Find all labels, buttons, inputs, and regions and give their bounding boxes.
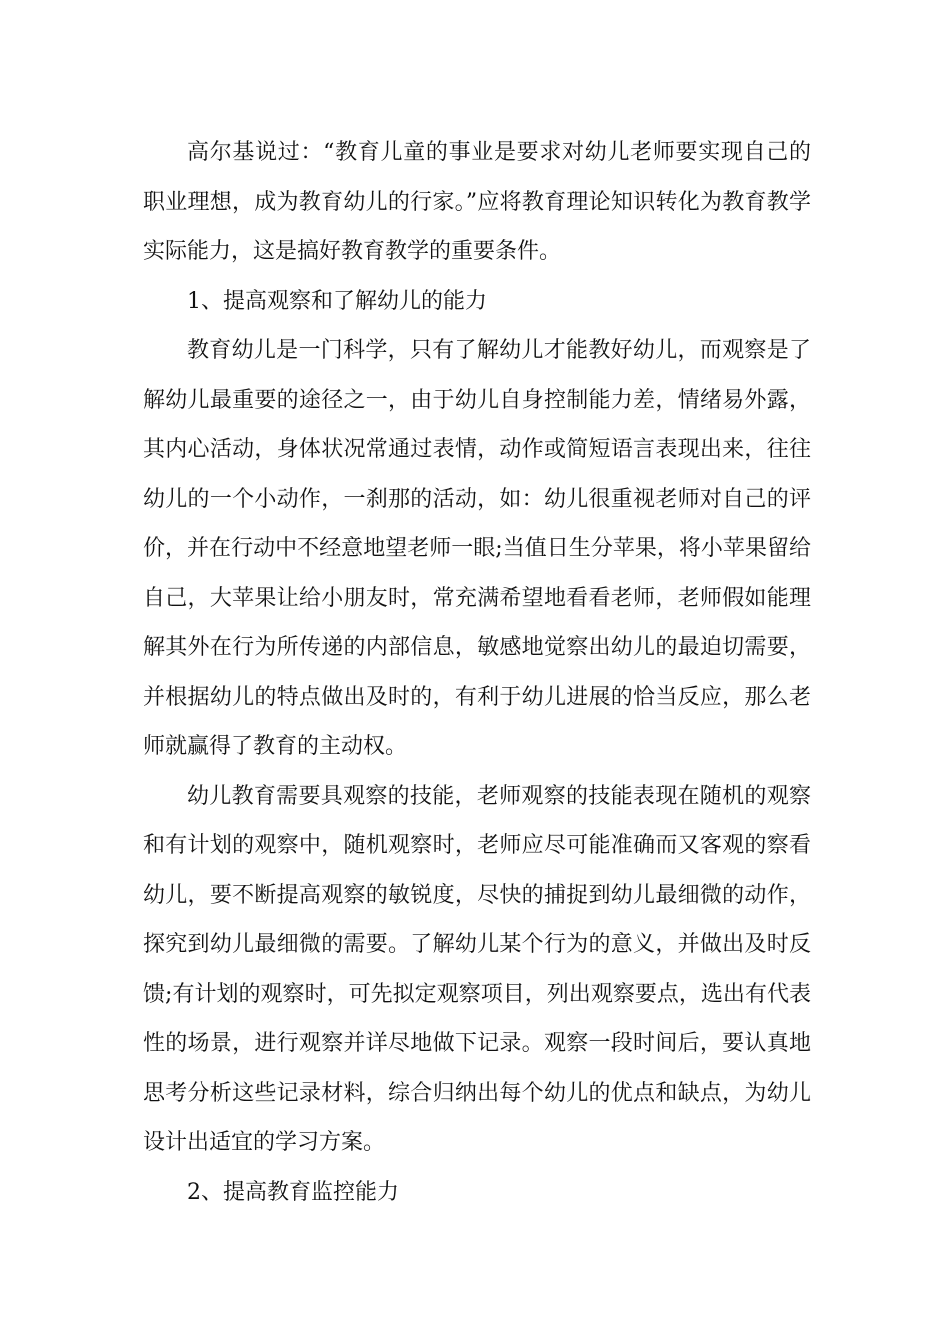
paragraph-gorky-quote: 高尔基说过：“教育儿童的事业是要求对幼儿老师要实现自己的职业理想，成为教育幼儿的行家。”应将教育理论知识转化为教育教学实际能力，这是搞好教育教学的重要条件。 — [143, 140, 811, 264]
section-heading-monitoring: 2、提高教育监控能力 — [187, 1179, 399, 1205]
paragraph-observation-importance: 教育幼儿是一门科学，只有了解幼儿才能教好幼儿，而观察是了解幼儿最重要的途径之一，由于幼儿自身控制能力差，情绪易外露，其内心活动，身体状况常通过表情，动作或简短语言表现出来，往往幼儿的一个小动作，一刹那的活动，如：幼儿很重视老师对自己的评价，并在行动中不经意地望老师一眼;当值日生分苹果，将小苹果留给自己，大苹果让给小朋友时，常充满希望地看看老师，老师假如能理解其外在行为所传递的内部信息，敏感地觉察出幼儿的最迫切需要，并根据幼儿的特点做出及时的，有利于幼儿进展的恰当反应，那么老师就赢得了教育的主动权。 — [143, 338, 811, 759]
section-heading-observation: 1、提高观察和了解幼儿的能力 — [187, 288, 487, 314]
paragraph-observation-skills: 幼儿教育需要具观察的技能，老师观察的技能表现在随机的观察和有计划的观察中，随机观察时，老师应尽可能准确而又客观的察看幼儿，要不断提高观察的敏锐度，尽快的捕捉到幼儿最细微的动作，探究到幼儿最细微的需要。了解幼儿某个行为的意义，并做出及时反馈;有计划的观察时，可先拟定观察项目，列出观察要点，选出有代表性的场景，进行观察并详尽地做下记录。观察一段时间后，要认真地思考分析这些记录材料，综合归纳出每个幼儿的优点和缺点，为幼儿设计出适宜的学习方案。 — [143, 783, 811, 1155]
document-body — [143, 128, 811, 1217]
